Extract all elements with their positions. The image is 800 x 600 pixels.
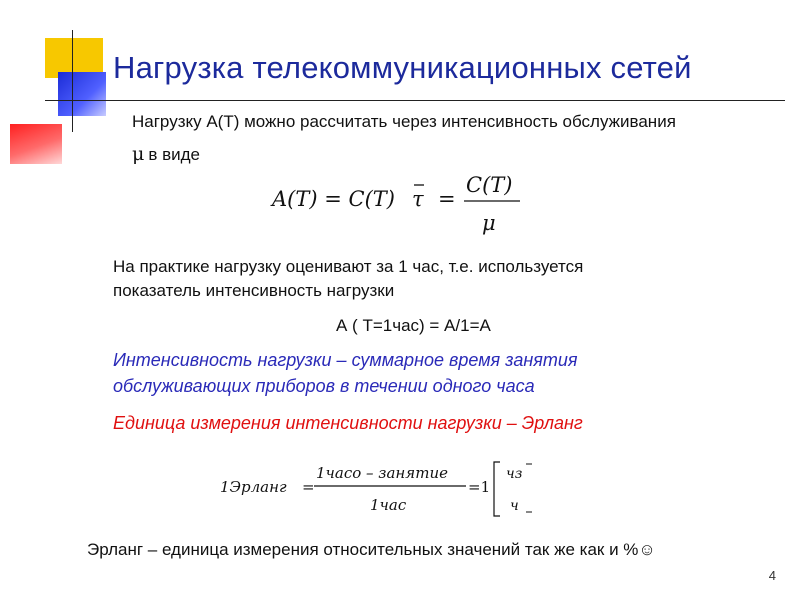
- left-bracket: [494, 462, 500, 516]
- mu-symbol: μ: [132, 143, 145, 165]
- erlang-formula-one: =1: [468, 478, 491, 496]
- page-number: 4: [768, 568, 776, 583]
- intro-text-line2: [132, 143, 200, 165]
- practice-text-line2: показатель интенсивность нагрузки: [113, 281, 395, 300]
- erlang-formula: [218, 458, 548, 518]
- erlang-formula-equals: =: [302, 478, 315, 496]
- unit-line: Единица измерения интенсивности нагрузки – Эрланг: [113, 413, 583, 433]
- load-formula: [270, 168, 540, 240]
- erlang-formula-lhs: 1Эрланг: [220, 478, 287, 496]
- intro-text-tail: в виде: [148, 145, 201, 164]
- load-formula-equals: =: [438, 187, 456, 211]
- bracket-bottom-text: ч: [510, 498, 519, 514]
- definition-line2: обслуживающих приборов в течении одного часа: [113, 376, 535, 396]
- hour-formula: А ( Т=1час) = А/1=А: [336, 316, 491, 335]
- load-formula-tau: τ: [412, 187, 424, 211]
- title-underline: [45, 100, 785, 101]
- load-formula-denominator: μ: [482, 211, 496, 235]
- bracket-top-text: чз: [506, 466, 523, 482]
- slide-title: Нагрузка телекоммуникационных сетей: [113, 50, 692, 85]
- load-formula-lhs: A(T) = C(T): [272, 187, 395, 211]
- erlang-note: Эрланг – единица измерения относительных значений так же как и %☺: [87, 540, 656, 559]
- decor-vertical-line: [72, 30, 73, 132]
- definition-line1: Интенсивность нагрузки – суммарное время занятия: [113, 350, 578, 370]
- decor-blue-square: [58, 72, 106, 116]
- erlang-formula-denominator: 1час: [370, 496, 407, 514]
- intro-text-line1: Нагрузку А(Т) можно рассчитать через интенсивность обслуживания: [132, 112, 676, 131]
- decor-red-square: [10, 124, 62, 164]
- practice-text-line1: На практике нагрузку оценивают за 1 час, т.е. используется: [113, 257, 584, 276]
- erlang-formula-numerator: 1часо – занятие: [316, 464, 448, 482]
- load-formula-numerator: C(T): [466, 173, 513, 197]
